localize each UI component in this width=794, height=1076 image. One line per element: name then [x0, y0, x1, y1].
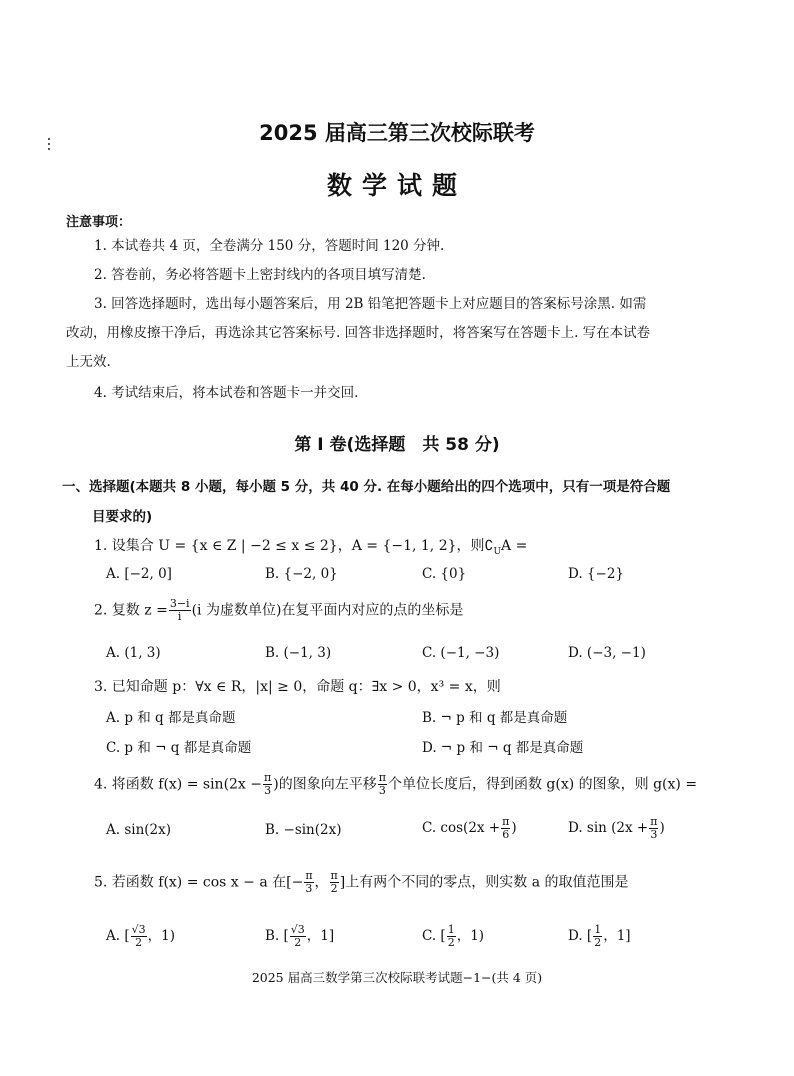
numerator: π: [650, 815, 658, 828]
option-text: ): [511, 820, 517, 836]
fraction: [304, 870, 313, 895]
numerator: π: [378, 771, 386, 784]
fraction: [593, 924, 602, 949]
notice-heading: 注意事项：: [66, 215, 132, 230]
section-title: 第 Ⅰ 卷(选择题 共 58 分): [294, 435, 500, 455]
question-4: [94, 772, 697, 797]
option-d: [568, 924, 631, 949]
notice-item: 上无效.: [66, 354, 111, 370]
question-stem: 5. 若函数 f(x) = cos x − a 在[−: [94, 874, 304, 891]
question-stem: 1. 设集合 U = {x ∈ Z | −2 ≤ x ≤ 2}，A = {−1, 1, 2}，则∁: [94, 538, 494, 554]
page-footer: 2025 届高三数学第三次校际联考试题−1−(共 4 页): [251, 970, 543, 985]
notice-item: 3. 回答选择题时，选出每小题答案后，用 2B 铅笔把答题卡上对应题目的答案标号涂黑. 如需: [94, 296, 647, 312]
denominator: 2: [594, 936, 602, 949]
option-text: C. [: [422, 928, 446, 944]
option-text: D. sin (2x +: [568, 820, 649, 836]
denominator: 3: [378, 784, 386, 797]
question-1: [94, 535, 527, 557]
option-text: ): [659, 820, 665, 836]
question-stem-tail: A =: [501, 538, 528, 554]
option-b: B. −sin(2x): [265, 822, 342, 838]
question-stem-tail: (i 为虚数单位)在复平面内对应的点的坐标是: [191, 602, 464, 619]
option-text: B. [: [265, 928, 289, 944]
denominator: 2: [135, 936, 143, 949]
fraction: [501, 816, 510, 841]
part-heading-cont: 目要求的): [92, 509, 153, 525]
option-d: D. ¬ p 和 ¬ q 都是真命题: [422, 740, 584, 756]
numerator: π: [502, 815, 510, 828]
notice-item: 4. 考试结束后，将本试卷和答题卡一并交回.: [94, 385, 359, 401]
denominator: 2: [330, 882, 338, 895]
option-b: B. (−1, 3): [265, 645, 332, 661]
fraction: [263, 772, 272, 797]
option-text: ，1]: [603, 928, 631, 944]
option-b: [265, 924, 334, 949]
numerator: 1: [594, 923, 602, 936]
numerator: π: [330, 869, 338, 882]
numerator: √3: [290, 923, 305, 936]
separator: ，: [314, 874, 329, 891]
option-c: C. {0}: [422, 566, 467, 582]
option-a: A. p 和 q 都是真命题: [106, 710, 236, 726]
option-b: B. {−2, 0}: [265, 566, 338, 582]
fraction: [378, 772, 387, 797]
question-3: 3. 已知命题 p：∀x ∈ R，|x| ≥ 0，命题 q：∃x > 0，x³ = x，则: [94, 679, 501, 695]
option-a: A. (1, 3): [106, 645, 161, 661]
question-stem-tail: ]上有两个不同的零点，则实数 a 的取值范围是: [339, 874, 629, 891]
denominator: i: [177, 610, 182, 623]
option-a: A. sin(2x): [106, 822, 172, 838]
denominator: 6: [502, 828, 510, 841]
numerator: π: [305, 869, 313, 882]
option-c: C. p 和 ¬ q 都是真命题: [106, 740, 252, 756]
option-text: ，1]: [306, 928, 335, 944]
denominator: 2: [447, 936, 455, 949]
option-a: [106, 924, 175, 949]
subject-title: 数学试题: [326, 171, 467, 200]
question-stem: 2. 复数 z =: [94, 602, 168, 619]
option-d: [568, 816, 665, 841]
option-d: D. {−2}: [568, 566, 625, 582]
numerator: 3−i: [169, 597, 190, 610]
fraction: [649, 816, 658, 841]
option-b: B. ¬ p 和 q 都是真命题: [422, 710, 568, 726]
option-d: D. (−3, −1): [568, 645, 646, 661]
numerator: 1: [447, 923, 455, 936]
fraction: [169, 598, 191, 623]
question-stem: 4. 将函数 f(x) = sin(2x −: [94, 776, 263, 793]
denominator: 3: [264, 784, 272, 797]
option-c: C. (−1, −3): [422, 645, 500, 661]
question-5: [94, 870, 629, 895]
option-a: A. [−2, 0]: [106, 566, 172, 582]
option-text: C. cos(2x +: [422, 820, 501, 836]
option-text: D. [: [568, 928, 593, 944]
complement-subscript: U: [493, 546, 502, 557]
option-c: [422, 816, 517, 841]
fraction: [330, 870, 339, 895]
scan-mark: [48, 148, 50, 150]
question-stem-mid: )的图象向左平移: [273, 776, 377, 793]
part-heading: 一、选择题(本题共 8 小题，每小题 5 分，共 40 分. 在每小题给出的四个选项中，只有一项是符合题: [62, 479, 671, 495]
denominator: 2: [294, 936, 302, 949]
option-text: ，1): [456, 928, 485, 944]
fraction: [447, 924, 456, 949]
question-2: [94, 598, 463, 623]
numerator: √3: [131, 923, 146, 936]
fraction: [131, 924, 147, 949]
question-stem-tail: 个单位长度后，得到函数 g(x) 的图象，则 g(x) =: [387, 776, 698, 793]
option-c: [422, 924, 484, 949]
notice-item: 2. 答卷前，务必将答题卡上密封线内的各项目填写清楚.: [94, 267, 426, 283]
notice-item: 改动，用橡皮擦干净后，再选涂其它答案标号. 回答非选择题时，将答案写在答题卡上. 写在本试卷: [66, 325, 651, 341]
option-text: A. [: [106, 928, 130, 944]
notice-item: 1. 本试卷共 4 页，全卷满分 150 分，答题时间 120 分钟.: [94, 238, 445, 254]
denominator: 3: [650, 828, 658, 841]
numerator: π: [264, 771, 272, 784]
option-text: ，1): [147, 928, 175, 944]
exam-title: 2025 届高三第三次校际联考: [259, 121, 535, 145]
denominator: 3: [305, 882, 313, 895]
fraction: [290, 924, 306, 949]
